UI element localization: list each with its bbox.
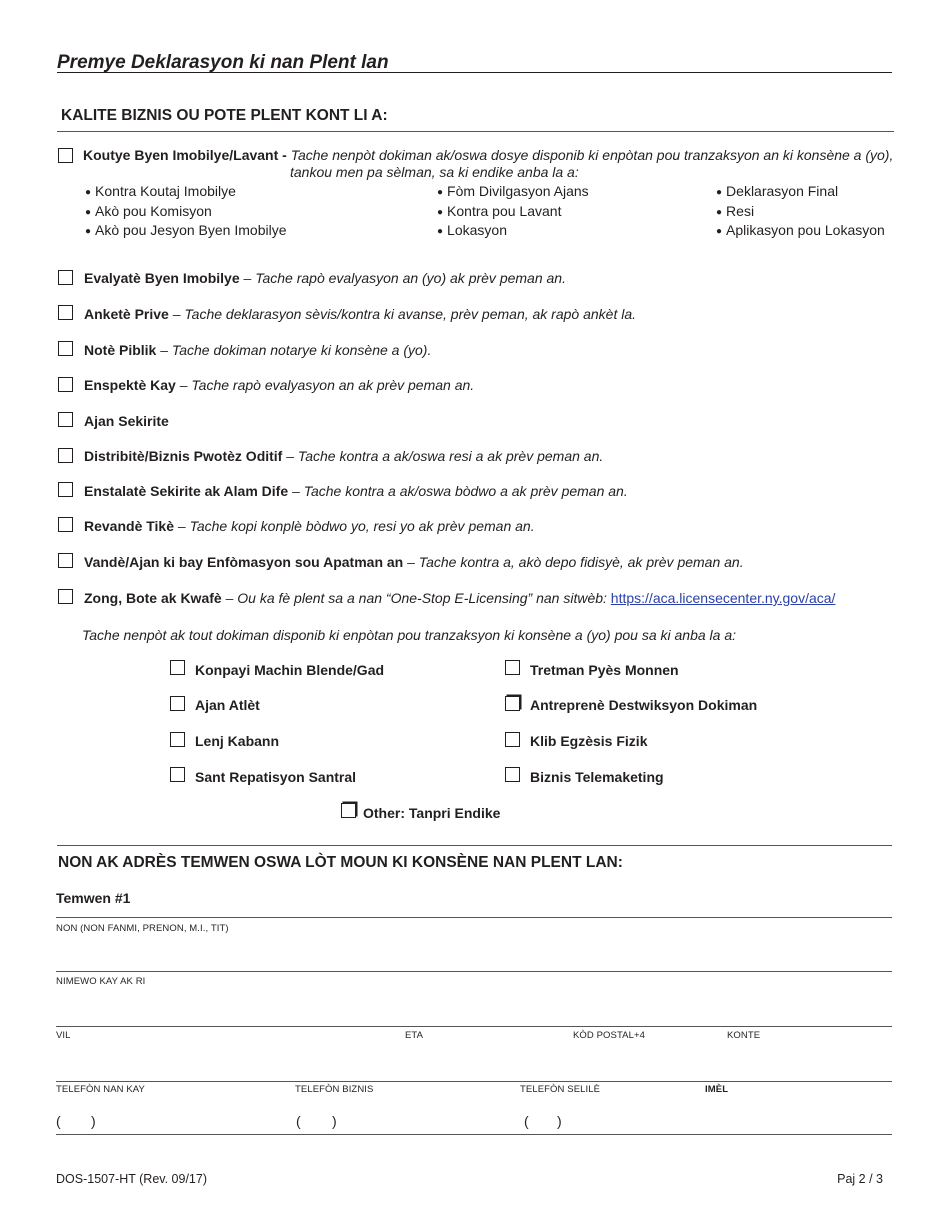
- coin-processor-checkbox[interactable]: [505, 660, 520, 675]
- alarm-installer-checkbox[interactable]: [58, 482, 73, 497]
- real-estate-label: Koutye Byen Imobilye/Lavant -: [83, 147, 287, 163]
- alarm-installer-label: Enstalatè Sekirite ak Alam Dife: [84, 483, 289, 499]
- field-rule: [56, 917, 892, 918]
- home-phone-area-close: ): [91, 1113, 96, 1129]
- bedding-checkbox[interactable]: [170, 732, 185, 747]
- phone-email-field[interactable]: [56, 1098, 892, 1132]
- coin-processor-label: Tretman Pyès Monnen: [530, 662, 679, 678]
- apartment-info-vendor-label: Vandè/Ajan ki bay Enfòmasyon sou Apatman an: [84, 554, 404, 570]
- other-checkbox[interactable]: [341, 803, 356, 818]
- athlete-agent-label: Ajan Atlèt: [195, 697, 260, 713]
- appraiser-row: [84, 270, 566, 286]
- ticket-reseller-desc: – Tache kopi konplè bòdwo yo, resi yo ak prèv peman an.: [177, 518, 535, 534]
- central-repair-label: Sant Repatisyon Santral: [195, 769, 357, 785]
- list-item: ● Akò pou Komisyon: [85, 203, 287, 223]
- security-guard-label: Ajan Sekirite: [84, 413, 169, 429]
- other-label: Other: Tanpri Endike: [363, 805, 501, 821]
- attach-note-row: [82, 627, 736, 643]
- ticket-reseller-checkbox[interactable]: [58, 517, 73, 532]
- bedding-label: Lenj Kabann: [195, 733, 280, 749]
- address-field[interactable]: [56, 990, 892, 1024]
- private-investigator-label: Anketè Prive: [84, 306, 169, 322]
- zip-field-label: KÒD POSTAL+4: [573, 1030, 646, 1041]
- private-investigator-row: [84, 306, 636, 322]
- address-field-label: NIMEWO KAY AK RI: [56, 976, 146, 987]
- title-rule: [57, 72, 892, 73]
- page-number: Paj 2 / 3: [837, 1172, 883, 1186]
- nail-beauty-checkbox[interactable]: [58, 589, 73, 604]
- cell-phone-area-open: (: [524, 1113, 529, 1129]
- home-inspector-desc: – Tache rapò evalyasyon an ak prèv peman an.: [179, 377, 475, 393]
- field-rule: [56, 1081, 892, 1082]
- notary-public-checkbox[interactable]: [58, 341, 73, 356]
- real-estate-desc-line2: tankou men pa sèlman, sa ki endike anba la a:: [290, 164, 579, 180]
- appraiser-label: Evalyatè Byen Imobilye: [84, 270, 240, 286]
- section-rule: [57, 131, 894, 132]
- home-inspector-label: Enspektè Kay: [84, 377, 176, 393]
- list-item: ● Resi: [716, 203, 885, 223]
- appraiser-checkbox[interactable]: [58, 270, 73, 285]
- cell-phone-area-close: ): [557, 1113, 562, 1129]
- private-investigator-desc: – Tache deklarasyon sèvis/kontra ki avanse, prèv peman, ak rapò ankèt la.: [172, 306, 637, 322]
- list-item: ● Akò pou Jesyon Byen Imobilye: [85, 222, 287, 242]
- hearing-aid-row: [84, 448, 603, 464]
- hearing-aid-label: Distribitè/Biznis Pwotèz Oditif: [84, 448, 283, 464]
- nail-beauty-row: [84, 590, 835, 606]
- home-inspector-checkbox[interactable]: [58, 377, 73, 392]
- apartment-info-vendor-checkbox[interactable]: [58, 553, 73, 568]
- e-licensing-link[interactable]: https://aca.licensecenter.ny.gov/aca/: [610, 590, 836, 606]
- business-phone-label: TELEFÒN BIZNIS: [295, 1084, 374, 1095]
- real-estate-desc-line1: Tache nenpòt dokiman ak/oswa dosye disponib ki enpòtan pou tranzaksyon an ki konsène a (yo),: [290, 147, 894, 163]
- page-title: Premye Deklarasyon ki nan Plent lan: [57, 52, 389, 73]
- telemarketing-checkbox[interactable]: [505, 767, 520, 782]
- central-repair-checkbox[interactable]: [170, 767, 185, 782]
- section-rule: [57, 845, 892, 846]
- list-item: ● Kontra Koutaj Imobilye: [85, 183, 287, 203]
- county-field-label: KONTE: [727, 1030, 761, 1041]
- form-number: DOS-1507-HT (Rev. 09/17): [56, 1172, 207, 1186]
- business-phone-area-open: (: [296, 1113, 301, 1129]
- document-destruction-checkbox[interactable]: [505, 696, 520, 711]
- list-item: ● Kontra pou Lavant: [437, 203, 589, 223]
- list-item: ● Deklarasyon Final: [716, 183, 885, 203]
- field-rule: [56, 1134, 892, 1135]
- section-business-type-heading: KALITE BIZNIS OU POTE PLENT KONT LI A:: [61, 107, 388, 124]
- apartment-info-vendor-desc: – Tache kontra a, akò depo fidisyè, ak prèv peman an.: [407, 554, 744, 570]
- attach-note: Tache nenpòt ak tout dokiman disponib ki enpòtan pou tranzaksyon ki konsène a (yo) pou sa ki anba la a:: [82, 627, 737, 643]
- alarm-installer-row: [84, 483, 628, 499]
- notary-public-label: Notè Piblik: [84, 342, 157, 358]
- city-state-zip-field[interactable]: [56, 1044, 892, 1078]
- witness-label: Temwen #1: [56, 890, 131, 906]
- real-estate-checkbox[interactable]: [58, 148, 73, 163]
- section-witness-heading: NON AK ADRÈS TEMWEN OSWA LÒT MOUN KI KONSÈNE NAN PLENT LAN:: [58, 854, 623, 871]
- real-estate-doc-list-2: [437, 183, 589, 242]
- nail-beauty-label: Zong, Bote ak Kwafè: [84, 590, 222, 606]
- health-club-label: Klib Egzèsis Fizik: [530, 733, 648, 749]
- name-field[interactable]: [56, 938, 892, 970]
- hearing-aid-desc: – Tache kontra a ak/oswa resi a ak prèv peman an.: [286, 448, 604, 464]
- security-guard-checkbox[interactable]: [58, 412, 73, 427]
- state-field-label: ETA: [405, 1030, 424, 1041]
- field-rule: [56, 1026, 892, 1027]
- business-phone-area-close: ): [332, 1113, 337, 1129]
- cell-phone-label: TELEFÒN SELILÈ: [520, 1084, 601, 1095]
- real-estate-row: [83, 147, 893, 163]
- ticket-reseller-label: Revandè Tikè: [84, 518, 175, 534]
- armored-car-checkbox[interactable]: [170, 660, 185, 675]
- notary-public-row: [84, 342, 431, 358]
- nail-beauty-desc: – Ou ka fè plent sa a nan “One-Stop E-Licensing” nan sitwèb:: [221, 590, 607, 606]
- list-item: ● Fòm Divilgasyon Ajans: [437, 183, 589, 203]
- appraiser-desc: – Tache rapò evalyasyon an (yo) ak prèv peman an.: [243, 270, 566, 286]
- field-rule: [56, 971, 892, 972]
- list-item: ● Lokasyon: [437, 222, 589, 242]
- security-guard-row: [84, 413, 169, 429]
- telemarketing-label: Biznis Telemaketing: [530, 769, 664, 785]
- real-estate-doc-list-1: [85, 183, 287, 242]
- home-phone-label: TELEFÒN NAN KAY: [56, 1084, 145, 1095]
- document-destruction-label: Antreprenè Destwiksyon Dokiman: [530, 697, 758, 713]
- real-estate-desc-line2-row: [290, 164, 579, 180]
- home-phone-area-open: (: [56, 1113, 61, 1129]
- private-investigator-checkbox[interactable]: [58, 305, 73, 320]
- name-field-label: NON (NON FANMI, PRENON, M.I., TIT): [56, 923, 229, 934]
- real-estate-doc-list-3: [716, 183, 885, 242]
- apartment-info-vendor-row: [84, 554, 744, 570]
- email-label: IMÈL: [705, 1084, 729, 1095]
- health-club-checkbox[interactable]: [505, 732, 520, 747]
- list-item: ● Aplikasyon pou Lokasyon: [716, 222, 885, 242]
- alarm-installer-desc: – Tache kontra a ak/oswa bòdwo a ak prèv peman an.: [292, 483, 628, 499]
- ticket-reseller-row: [84, 518, 535, 534]
- home-inspector-row: [84, 377, 474, 393]
- notary-public-desc: – Tache dokiman notarye ki konsène a (yo).: [160, 342, 432, 358]
- armored-car-label: Konpayi Machin Blende/Gad: [195, 662, 385, 678]
- hearing-aid-checkbox[interactable]: [58, 448, 73, 463]
- athlete-agent-checkbox[interactable]: [170, 696, 185, 711]
- city-field-label: VIL: [56, 1030, 71, 1041]
